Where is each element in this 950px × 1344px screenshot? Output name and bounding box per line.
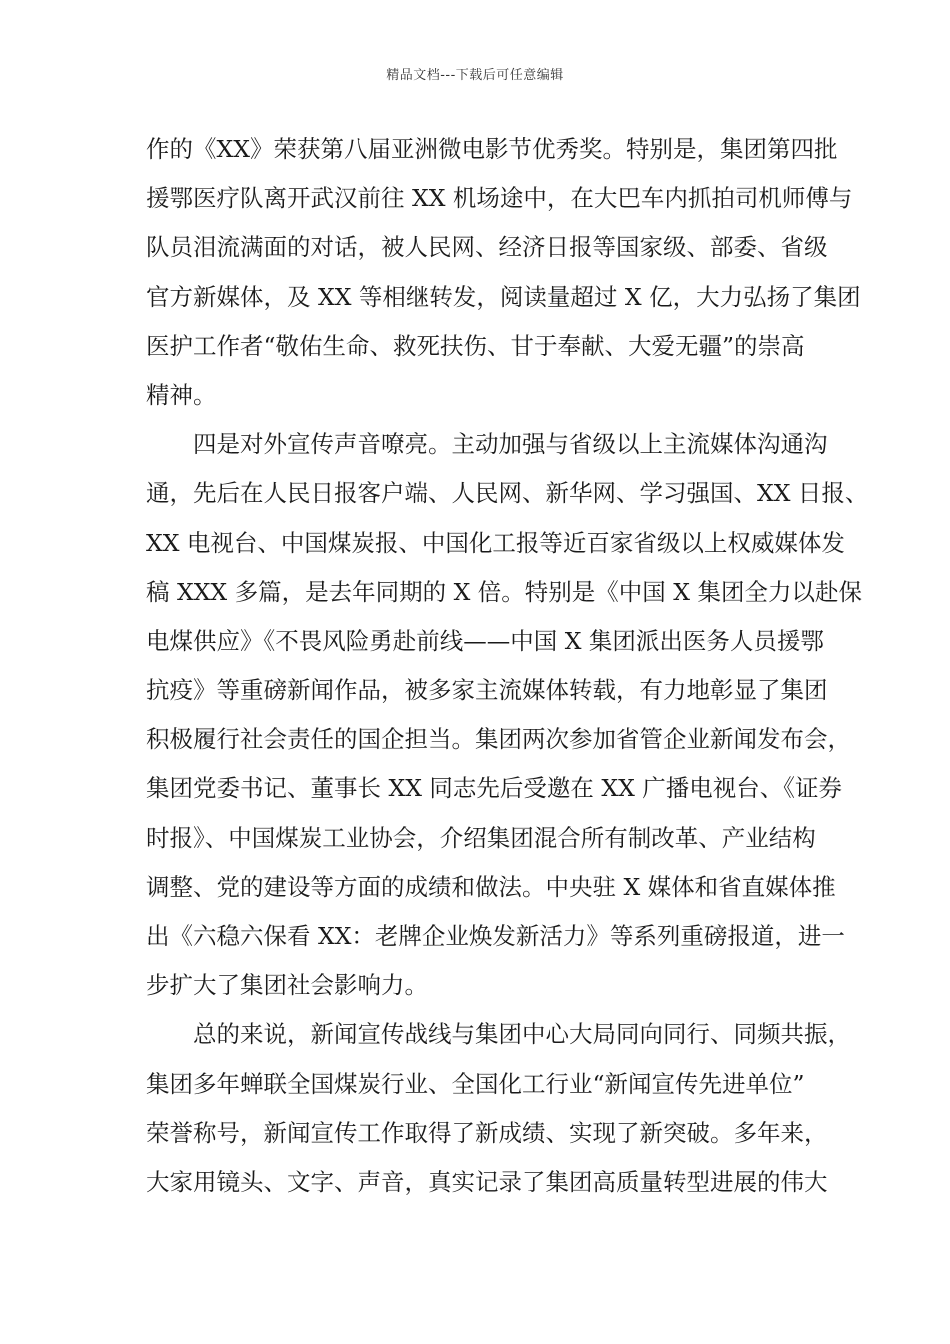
text-line: 医护工作者“敬佑生命、救死扶伤、甘于奉献、大爱无疆”的崇高 bbox=[146, 331, 805, 360]
text-line: 积极履行社会责任的国企担当。集团两次参加省管企业新闻发布会， bbox=[146, 725, 851, 754]
text-line: 出《六稳六保看 XX：老牌企业焕发新活力》等系列重磅报道，进一 bbox=[146, 922, 845, 950]
body-text bbox=[146, 125, 869, 1207]
text-line: 通，先后在人民日报客户端、人民网、新华网、学习强国、XX 日报、 bbox=[146, 479, 869, 508]
text-line: 时报》、中国煤炭工业协会，介绍集团混合所有制改革、产业结构 bbox=[146, 823, 816, 852]
text-line: XX 电视台、中国煤炭报、中国化工报等近百家省级以上权威媒体发 bbox=[146, 528, 845, 557]
text-line: 荣誉称号，新闻宣传工作取得了新成绩、实现了新突破。多年来， bbox=[146, 1118, 828, 1147]
text-line: 队员泪流满面的对话，被人民网、经济日报等国家级、部委、省级 bbox=[146, 233, 828, 262]
text-line: 作的《XX》荣获第八届亚洲微电影节优秀奖。特别是，集团第四批 bbox=[146, 135, 838, 163]
text-line: 大家用镜头、文字、声音，真实记录了集团高质量转型进展的伟大 bbox=[146, 1167, 828, 1196]
paragraph-start-line: 总的来说，新闻宣传战线与集团中心大局同向同行、同频共振， bbox=[193, 1020, 851, 1049]
text-line: 电煤供应》《不畏风险勇赴前线——中国 X 集团派出医务人员援鄂 bbox=[146, 626, 824, 655]
text-line: 抗疫》等重磅新闻作品，被多家主流媒体转载，有力地彰显了集团 bbox=[146, 676, 828, 705]
text-line: 官方新媒体，及 XX 等相继转发，阅读量超过 X 亿，大力弘扬了集团 bbox=[146, 282, 861, 311]
text-line: 稿 XXX 多篇，是去年同期的 X 倍。特别是《中国 X 集团全力以赴保 bbox=[146, 577, 862, 606]
text-line: 集团党委书记、董事长 XX 同志先后受邀在 XX 广播电视台、《证券 bbox=[146, 774, 843, 803]
text-line: 步扩大了集团社会影响力。 bbox=[146, 971, 428, 1000]
paragraph-start-line: 四是对外宣传声音嘹亮。主动加强与省级以上主流媒体沟通沟 bbox=[193, 430, 828, 459]
text-line: 援鄂医疗队离开武汉前往 XX 机场途中，在大巴车内抓拍司机师傅与 bbox=[146, 184, 853, 213]
page-header: 精品文档---下载后可任意编辑 bbox=[386, 68, 564, 83]
text-line: 调整、党的建设等方面的成绩和做法。中央驻 X 媒体和省直媒体推 bbox=[146, 872, 836, 901]
text-line: 精神。 bbox=[146, 380, 217, 409]
text-line: 集团多年蝉联全国煤炭行业、全国化工行业“新闻宣传先进单位” bbox=[146, 1069, 805, 1098]
